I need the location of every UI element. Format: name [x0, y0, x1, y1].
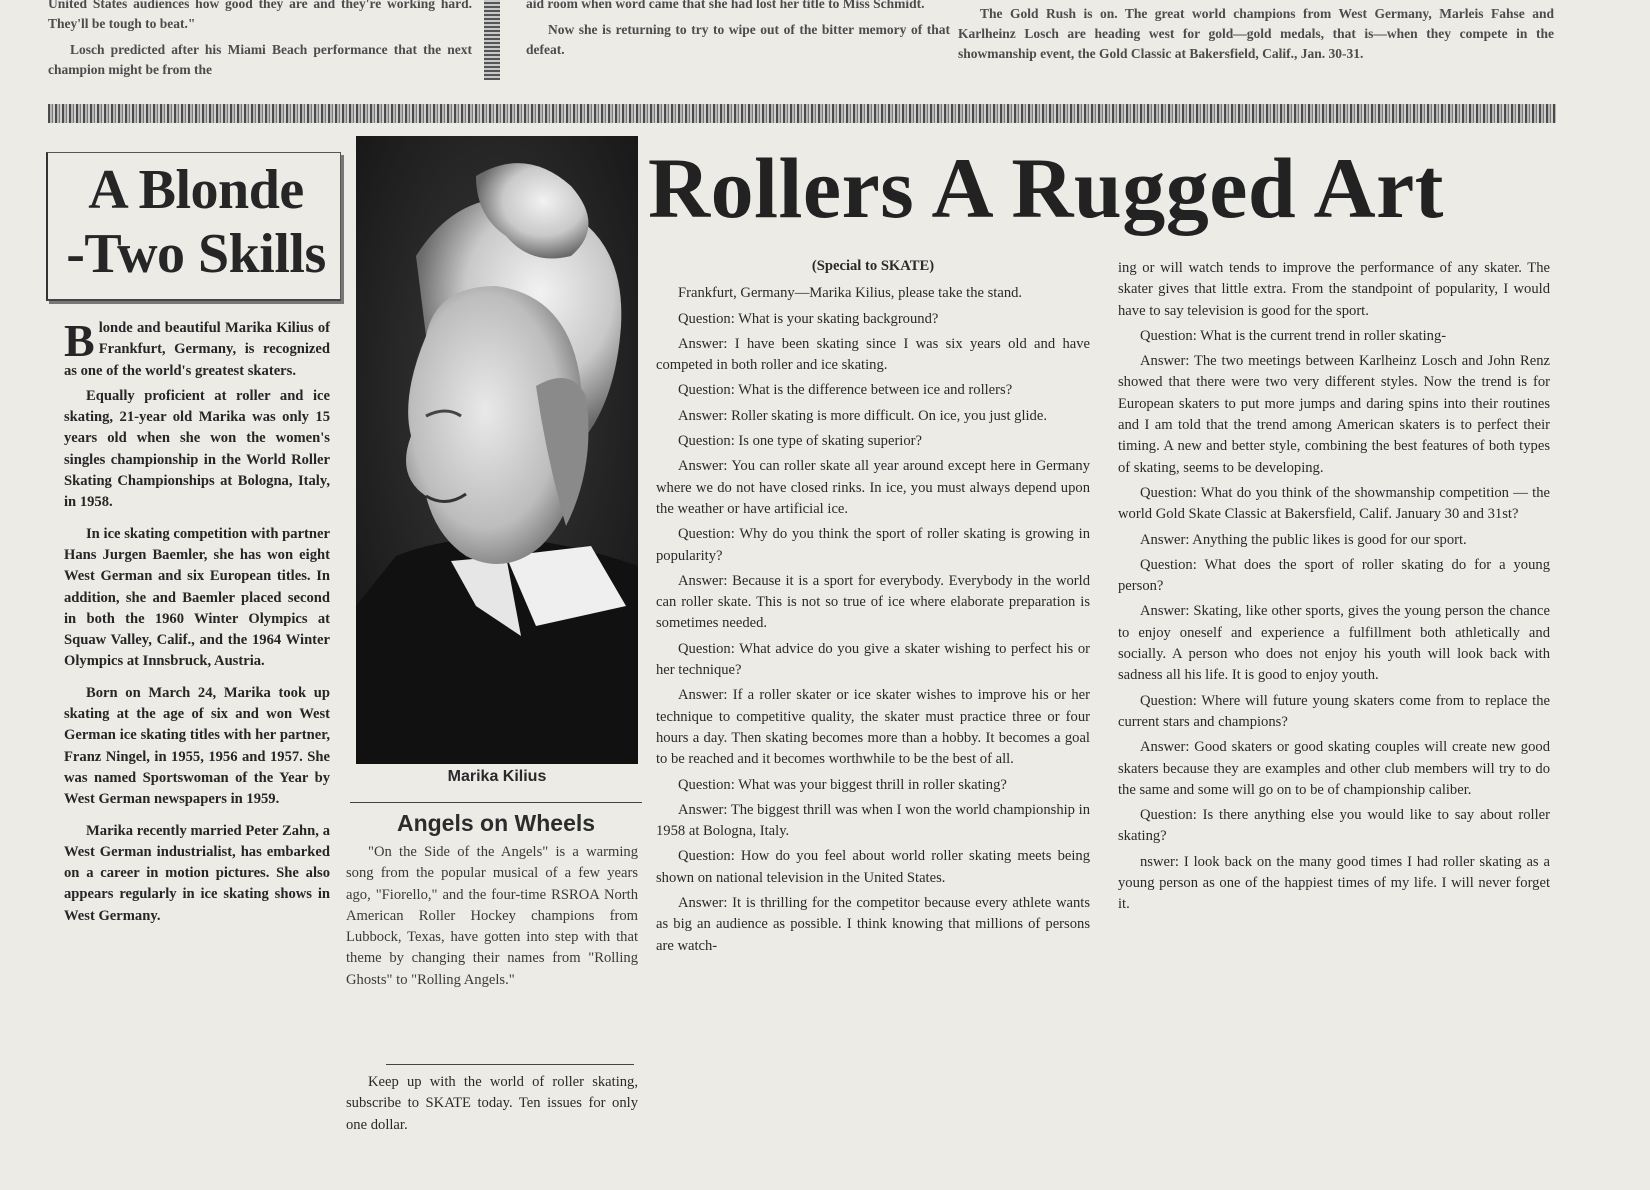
top-col1-para: United States audiences how good they are and they're working hard. They'll be tough to beat." [48, 0, 472, 31]
top-col1-para: Losch predicted after his Miami Beach performance that the next champion might be from the [48, 42, 472, 77]
subscribe-para: Keep up with the world of roller skating, subscribe to SKATE today. Ten issues for only one dollar. [346, 1074, 638, 1133]
interview-para: Question: Where will future young skaters come from to replace the current stars and champions? [1118, 692, 1550, 730]
angels-bottom-rule [386, 1064, 634, 1065]
blonde-headline [58, 158, 334, 286]
section-divider-bar [48, 104, 1556, 123]
blonde-article [64, 315, 330, 931]
photo-caption: Marika Kilius [447, 768, 547, 785]
blonde-para: Equally proficient at roller and ice skating, 21-year old Marika was only 15 years old when she won the women's singles championship in the World Roller Skating Championships at Bologna, Italy, in 1958. [64, 387, 330, 511]
interview-para: nswer: I look back on the many good times I had roller skating as a young person as one of the happiest times of my life. I will never forget it. [1118, 853, 1550, 913]
top-col-2 [526, 0, 950, 66]
interview-para: Question: What is the difference between ice and rollers? [678, 382, 1013, 399]
angels-para: "On the Side of the Angels" is a warming song from the popular musical of a few years ago, "Fiorello," and the four-time RSROA North American Roller Hockey champions from Lubbock, Texas, have gotten into step with that theme by changing their names from "Rolling Ghosts" to "Rolling Angels." [346, 844, 638, 988]
interview-para: Answer: Good skaters or good skating couples will create new good skaters because they are examples and other club members will try to do the same and some will go on to be of championship caliber. [1118, 739, 1550, 798]
interview-para: Answer: You can roller skate all year around except here in Germany where we do not have closed rinks. In ice, you must always depend upon the weather or have artificial ice. [656, 458, 1090, 517]
subscribe-note [346, 1072, 638, 1140]
blonde-headline-line2: -Two Skills [66, 223, 326, 285]
blonde-para: Born on March 24, Marika took up skating at the age of six and won West German ice skating titles with her partner, Franz Ningel, in 1955, 1956 and 1957. She was named Sportswoman of the Year by West German newspapers in 1959. [64, 684, 330, 808]
interview-para: Answer: Anything the public likes is good for our sport. [1140, 531, 1467, 548]
main-headline: Rollers A Rugged Art [648, 140, 1444, 236]
interview-col-2 [1118, 258, 1550, 920]
angels-title: Angels on Wheels [396, 810, 596, 836]
interview-para: Question: What is the current trend in roller skating- [1140, 327, 1447, 344]
interview-para: Question: What does the sport of roller skating do for a young person? [1118, 556, 1550, 595]
interview-para: Question: What advice do you give a skater wishing to perfect his or her technique? [656, 640, 1090, 679]
interview-col-1 [656, 256, 1090, 961]
interview-para: Question: Is there anything else you would like to say about roller skating? [1118, 807, 1550, 845]
angels-body [346, 842, 638, 995]
blonde-para [64, 315, 330, 382]
interview-para: Answer: Skating, like other sports, gives the young person the chance to enjoy oneself and experience a fulfillment both athletically and socially. A person who does not enjoy his youth will look back with sadness all his life. It is good to enjoy youth. [1118, 603, 1550, 684]
top-col-3 [958, 4, 1554, 70]
portrait-photo [356, 136, 638, 764]
blonde-para: In ice skating competition with partner Hans Jurgen Baemler, she has won eight West German and six European titles. In addition, she and Baemler placed second in both the 1960 Winter Olympics at Squaw Valley, Calif., and the 1964 Winter Olympics at Innsbruck, Austria. [64, 525, 330, 670]
interview-para: Answer: If a roller skater or ice skater wishes to improve his or her technique to competitive quality, the skater must practice three or four hours a day. Then skating becomes more than a hobby. It becomes a goal to be reached and it becomes worthwhile to be the best of all. [656, 687, 1090, 768]
interview-para: Answer: The two meetings between Karlheinz Losch and John Renz showed that there were two very different styles. Now the trend is for European skaters to put more jumps and daring spins into their routines and I am told that the trend among American skaters is to perfect their timing. A new and better style, combining the best features of both types of skating, seems to be developing. [1118, 353, 1550, 476]
column-divider [484, 0, 500, 80]
top-col3-para: The Gold Rush is on. The great world champions from West Germany, Marleis Fahse and Karlheinz Losch are heading west for gold—gold medals, that is—when they compete in the showmanship event, the Gold Classic at Bakersfield, Calif., Jan. 30-31. [958, 6, 1554, 61]
interview-para: Answer: It is thrilling for the competitor because every athlete wants as big an audience as possible. I think knowing that millions of persons are watch- [656, 895, 1090, 954]
interview-para: Question: Is one type of skating superior? [678, 433, 922, 450]
portrait-illustration [356, 136, 638, 764]
interview-para: Answer: Roller skating is more difficult. On ice, you just glide. [678, 407, 1047, 424]
top-col2-para: aid room when word came that she had lost her title to Miss Schmidt. [526, 0, 925, 11]
top-col2-para: Now she is returning to try to wipe out of the bitter memory of that defeat. [526, 22, 950, 57]
interview-para: Answer: The biggest thrill was when I won the world championship in 1958 at Bologna, Italy. [656, 801, 1090, 840]
interview-para: Question: Why do you think the sport of roller skating is growing in popularity? [656, 526, 1090, 564]
interview-para: Question: What was your biggest thrill in roller skating? [678, 776, 1007, 793]
interview-para: Question: What is your skating background? [678, 310, 939, 327]
blonde-para-text: londe and beautiful Marika Kilius of Frankfurt, Germany, is recognized as one of the world's greatest skaters. [64, 320, 330, 379]
interview-para: Question: What do you think of the showmanship competition — the world Gold Skate Classic at Bakersfield, Calif. January 30 and 31st? [1118, 484, 1550, 523]
dropcap: B [64, 315, 95, 366]
blonde-para: Marika recently married Peter Zahn, a West German industrialist, has embarked on a career in motion pictures. She also appears regularly in ice skating shows in West Germany. [64, 822, 330, 924]
top-col-1 [48, 0, 472, 86]
interview-para: Answer: I have been skating since I was six years old and have competed in both roller and ice skating. [656, 335, 1090, 374]
interview-para: Question: How do you feel about world roller skating meets being shown on national television in the United States. [656, 848, 1090, 886]
interview-para: ing or will watch tends to improve the performance of any skater. The skater gives that little extra. From the standpoint of popularity, I would have to say television is good for the sport. [1118, 260, 1550, 319]
interview-para: Answer: Because it is a sport for everybody. Everybody in the world can roller skate. This is not so true of ice where elaborate preparation is sometimes needed. [656, 572, 1090, 632]
interview-para: Frankfurt, Germany—Marika Kilius, please take the stand. [678, 285, 1023, 302]
blonde-headline-line1: A Blonde [88, 159, 304, 221]
angels-top-rule [350, 802, 642, 803]
special-credit: (Special to SKATE) [811, 258, 935, 274]
